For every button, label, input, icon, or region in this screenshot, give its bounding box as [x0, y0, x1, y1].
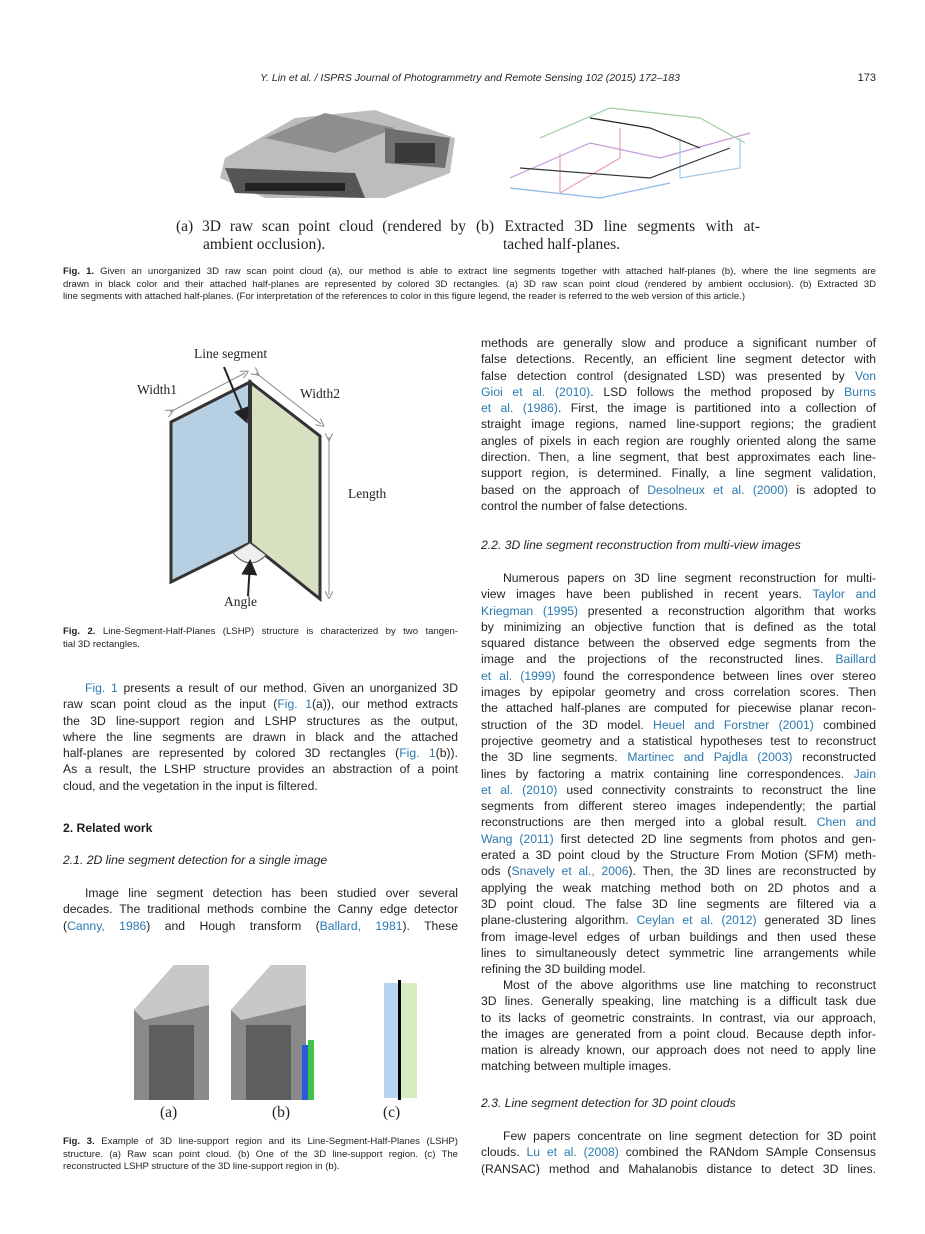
text-run: straight image regions, named line-support regions; the gradient	[481, 417, 876, 432]
label-width2: Width2	[300, 386, 340, 401]
fig1-caption	[63, 266, 876, 304]
caption-text: reconstructed LSHP structure of the 3D line-support region in (b).	[63, 1161, 340, 1173]
caption-line	[63, 1161, 458, 1174]
caption-text: tial 3D rectangles.	[63, 638, 140, 650]
text-run: angles of pixels in each region are roughly oriented along the same	[481, 433, 876, 448]
text-line	[63, 918, 458, 934]
text-run: the images are generated from a point cloud. Because depth infor-	[481, 1026, 876, 1041]
fig2-caption	[63, 626, 458, 651]
text-line	[481, 1161, 876, 1177]
text-line	[481, 717, 876, 733]
fig3-caption	[63, 1136, 458, 1174]
text-line	[481, 929, 876, 945]
caption-label: Fig. 1.	[63, 266, 95, 277]
citation-link[interactable]: Ceylan et al. (2012)	[636, 913, 757, 928]
caption-text: line segments with attached half-planes. (For interpretation of the references to color in this figure legend, the reader is referred to the web version of this article.)	[63, 291, 746, 303]
text-run: false detection control (designated LSD) was presented by	[481, 368, 855, 383]
text-run: clouds.	[481, 1145, 527, 1160]
text-run: projective geometry and a statistical hypotheses test to reconstruct	[481, 733, 876, 748]
text-run: image and the projections of the reconstructed lines.	[481, 652, 836, 667]
text-run: presented a reconstruction algorithm that works	[578, 603, 876, 618]
text-run: raw scan point cloud as the input (	[63, 697, 278, 712]
text-run: (b)).	[435, 746, 458, 761]
citation-link[interactable]: Kriegman (1995)	[481, 603, 579, 618]
citation-link[interactable]: et al. (1999)	[481, 668, 556, 683]
citation-link[interactable]: et al. (2010)	[481, 782, 558, 797]
text-line	[63, 778, 458, 794]
text-run: ods (	[481, 864, 512, 879]
caption-text: Line-Segment-Half-Planes (LSHP) structure is characterized by two tangen-	[102, 626, 459, 637]
text-line	[481, 603, 876, 619]
text-run: lines to simultaneously detect symmetric line arrangements while	[481, 945, 876, 960]
left-paragraph-1	[63, 680, 458, 794]
text-run: (RANSAC) method and Mahalanobis distance to detect 3D lines.	[481, 1161, 876, 1176]
subcaption-line: ambient occlusion).	[203, 236, 326, 253]
text-line	[481, 465, 876, 481]
text-line	[63, 761, 458, 777]
text-line	[481, 684, 876, 700]
text-run: Numerous papers on 3D line segment reconstruction for multi-	[503, 571, 876, 585]
fig3c-lshp-image	[384, 980, 417, 1100]
caption-text: Example of 3D line-support region and its Line-Segment-Half-Planes (LSHP)	[101, 1136, 459, 1147]
text-line	[63, 696, 458, 712]
caption-line	[63, 1136, 458, 1149]
citation-link[interactable]: Von	[854, 368, 876, 383]
caption-line	[63, 291, 876, 304]
text-run: 3D point cloud. The false 3D line segments are filtered via a	[481, 896, 876, 911]
text-run: . LSD follows the method proposed by	[590, 384, 845, 399]
label-line-segment: Line segment	[194, 346, 268, 361]
section-heading-related-work: 2. Related work	[63, 821, 153, 835]
fig3b-label: (b)	[272, 1104, 291, 1121]
text-line	[481, 498, 876, 514]
text-line	[481, 668, 876, 684]
text-line	[481, 1042, 876, 1058]
text-run: first detected 2D line segments from photos and gen-	[553, 831, 876, 846]
text-run: the 3D line segments.	[481, 750, 628, 765]
subsection-heading-2-3: 2.3. Line segment detection for 3D point clouds	[481, 1096, 736, 1110]
text-line	[481, 449, 876, 465]
text-line	[63, 745, 458, 761]
text-line	[481, 896, 876, 912]
label-angle: Angle	[224, 594, 257, 609]
citation-link[interactable]: Baillard	[835, 652, 876, 667]
text-line	[481, 433, 876, 449]
text-line	[481, 416, 876, 432]
running-header: Y. Lin et al. / ISPRS Journal of Photogrammetry and Remote Sensing 102 (2015) 172–183	[260, 72, 680, 84]
citation-link[interactable]: et al. (1986)	[481, 401, 558, 416]
text-line	[481, 814, 876, 830]
subcaption-line: (b) Extracted 3D line segments with at-	[476, 218, 760, 235]
text-line	[481, 782, 876, 798]
text-run: lines by factoring a matrix containing line correspondences.	[481, 766, 854, 781]
right-paragraph-4	[481, 1128, 876, 1177]
text-run: to its lacks of geometric constraints. In contrast, via our approach,	[481, 1010, 876, 1025]
text-run: matching between multiple images.	[481, 1059, 672, 1074]
text-run: reconstructions are then merged into a global result.	[481, 815, 817, 830]
citation-link[interactable]: Ballard, 1981	[319, 918, 403, 933]
fig3a-label: (a)	[160, 1104, 178, 1121]
text-run: (	[63, 918, 68, 933]
text-run: support region, is determined. Finally, a line segment validation,	[481, 466, 876, 481]
text-run: erated a 3D point cloud by the Structure From Motion (SFM) meth-	[481, 848, 876, 863]
subsection-heading-2-2: 2.2. 3D line segment reconstruction from multi-view images	[481, 538, 801, 552]
text-run: applying the weak matching method both on 2D photos and a	[481, 880, 876, 895]
citation-link[interactable]: Gioi et al. (2010)	[481, 384, 591, 399]
text-run: refining the 3D building model.	[481, 962, 646, 977]
text-run: combined	[813, 717, 876, 732]
text-line	[481, 368, 876, 384]
text-line	[481, 400, 876, 416]
caption-text: Given an unorganized 3D raw scan point cloud (a), our method is able to extract line segments together with attached half-planes (b), where the line segments are	[100, 266, 877, 277]
text-run: As a result, the LSHP structure provides an abstraction of a point	[63, 762, 458, 777]
text-line	[481, 651, 876, 667]
text-line	[481, 482, 876, 498]
text-run: Most of the above algorithms use line matching to reconstruct	[503, 978, 876, 992]
text-line	[481, 351, 876, 367]
text-run: squared distance between the observed edge segments from the	[481, 636, 876, 651]
fig3a-raw-scan-image	[134, 965, 209, 1100]
citation-link[interactable]: Fig. 1	[399, 746, 436, 761]
text-run: methods are generally slow and produce a significant number of	[481, 336, 876, 350]
text-run: Few papers concentrate on line segment detection for 3D point	[503, 1129, 876, 1143]
caption-text: structure. (a) Raw scan point cloud. (b) One of the 3D line-support region. (c) The	[63, 1148, 458, 1160]
text-run: presents a result of our method. Given an unorganized 3D	[117, 681, 458, 695]
fig3-images	[134, 965, 434, 1100]
text-line	[63, 885, 458, 901]
citation-link[interactable]: Fig. 1	[277, 697, 312, 712]
caption-label: Fig. 3.	[63, 1136, 95, 1147]
text-line	[481, 733, 876, 749]
right-paragraph-3	[481, 977, 876, 1075]
text-line	[63, 680, 458, 696]
fig1b-line-segments-image	[500, 98, 760, 206]
text-line	[481, 619, 876, 635]
fig3b-support-region-image	[231, 965, 314, 1100]
text-line	[481, 570, 876, 586]
text-run: the attached half-planes are computed for piecewise planar recon-	[481, 701, 876, 716]
citation-link[interactable]: Chen and	[816, 815, 876, 830]
citation-link[interactable]: Lu et al. (2008)	[526, 1145, 619, 1160]
text-run: by minimizing an objective function that is defined as the total	[481, 619, 876, 634]
citation-link[interactable]: Burns	[844, 384, 876, 399]
caption-line	[63, 626, 458, 639]
text-run: used connectivity constraints to reconstruct the line	[557, 782, 876, 797]
text-line	[63, 713, 458, 729]
text-run: cloud, and the vegetation in the input is filtered.	[63, 778, 318, 793]
text-run: 3D lines. Generally speaking, line matching is a difficult task due	[481, 994, 876, 1009]
text-run: false detections. Recently, an efficient line segment detector with	[481, 352, 876, 367]
text-run: is adopted to	[788, 482, 876, 497]
label-length: Length	[348, 486, 387, 501]
text-run: mation is already known, our approach does not need to apply line	[481, 1043, 876, 1058]
fig1a-subcaption	[176, 218, 466, 254]
text-line	[481, 1058, 876, 1074]
text-line	[481, 847, 876, 863]
subcaption-line: tached half-planes.	[503, 236, 621, 253]
text-run: ) and Hough transform (	[146, 918, 320, 933]
citation-link[interactable]: Wang (2011)	[481, 831, 554, 846]
text-line	[63, 901, 458, 917]
text-line	[481, 798, 876, 814]
caption-label: Fig. 2.	[63, 626, 96, 637]
right-paragraph-2	[481, 570, 876, 977]
text-line	[481, 961, 876, 977]
text-line	[481, 977, 876, 993]
text-run: struction of the 3D model.	[481, 717, 654, 732]
text-run: view images have been published in recent years.	[481, 587, 813, 602]
text-line	[481, 1144, 876, 1160]
text-line	[481, 993, 876, 1009]
citation-link[interactable]: Martinec and Pajdla (2003)	[627, 750, 793, 765]
text-line	[481, 586, 876, 602]
subcaption-line: (a) 3D raw scan point cloud (rendered by	[176, 218, 466, 235]
text-line	[481, 766, 876, 782]
text-line	[63, 729, 458, 745]
citation-link[interactable]: Heuel and Forstner (2001)	[653, 717, 814, 732]
text-line	[481, 635, 876, 651]
text-line	[481, 880, 876, 896]
text-run: segments from different stereo images independently; the partial	[481, 799, 876, 814]
citation-link[interactable]: Canny, 1986	[67, 918, 147, 933]
label-width1: Width1	[137, 382, 177, 397]
caption-line	[63, 279, 876, 292]
text-run: combined the RANdom SAmple Consensus	[618, 1145, 876, 1160]
fig1a-point-cloud-image	[205, 98, 460, 206]
caption-line	[63, 639, 458, 652]
right-paragraph-1	[481, 335, 876, 514]
fig1b-subcaption	[476, 218, 760, 254]
text-run: Image line segment detection has been studied over several	[85, 886, 458, 900]
citation-link[interactable]: Taylor and	[812, 587, 876, 602]
text-run: decades. The traditional methods combine the Canny edge detector	[63, 902, 458, 917]
text-run: half-planes are represented by colored 3D rectangles (	[63, 746, 400, 761]
text-run: based on the approach of	[481, 482, 648, 497]
caption-text: drawn in black color and their attached half-planes are represented by colored 3D rectangles. (a) 3D raw scan point cloud (rendered by ambient occlusion). (b) Extracted 3D	[63, 278, 876, 290]
text-run: reconstructed	[792, 750, 876, 765]
citation-link[interactable]: Snavely et al., 2006	[511, 864, 629, 879]
left-paragraph-2	[63, 885, 458, 934]
text-run: images by epipolar geometry and cross correlation scores. Then	[481, 685, 876, 700]
text-line	[481, 749, 876, 765]
text-line	[481, 863, 876, 879]
text-run: direction. Then, a line segment, that best approximates each line-	[481, 450, 876, 465]
text-run: control the number of false detections.	[481, 498, 688, 513]
text-run: the 3D line-support region and LSHP structures as the output,	[63, 713, 458, 728]
text-line	[481, 335, 876, 351]
text-line	[481, 1128, 876, 1144]
text-run: where the line segments are drawn in black and the attached	[63, 729, 458, 744]
caption-line	[63, 1149, 458, 1162]
text-run: (a)), our method extracts	[312, 697, 459, 712]
citation-link[interactable]: Desolneux et al. (2000)	[647, 482, 789, 497]
text-run: ). These	[402, 918, 458, 933]
page-number: 173	[857, 72, 876, 84]
text-run: found the correspondence between lines over stereo	[555, 668, 876, 683]
text-line	[481, 831, 876, 847]
fig3c-label: (c)	[383, 1104, 401, 1121]
text-line	[481, 700, 876, 716]
text-line	[481, 1010, 876, 1026]
text-run: from image-level edges of urban buildings and then used these	[481, 929, 876, 944]
text-line	[481, 945, 876, 961]
text-line	[481, 912, 876, 928]
caption-line	[63, 266, 876, 279]
text-line	[481, 384, 876, 400]
text-run: plane-clustering algorithm.	[481, 913, 637, 928]
citation-link[interactable]: Fig. 1	[85, 681, 118, 695]
text-run: ). Then, the 3D lines are reconstructed by	[628, 864, 876, 879]
text-run: generated 3D lines	[756, 913, 876, 928]
text-line	[481, 1026, 876, 1042]
text-run: . First, the image is partitioned into a collection of	[558, 401, 876, 416]
citation-link[interactable]: Jain	[853, 766, 876, 781]
subsection-heading-2-1: 2.1. 2D line segment detection for a single image	[63, 853, 328, 867]
